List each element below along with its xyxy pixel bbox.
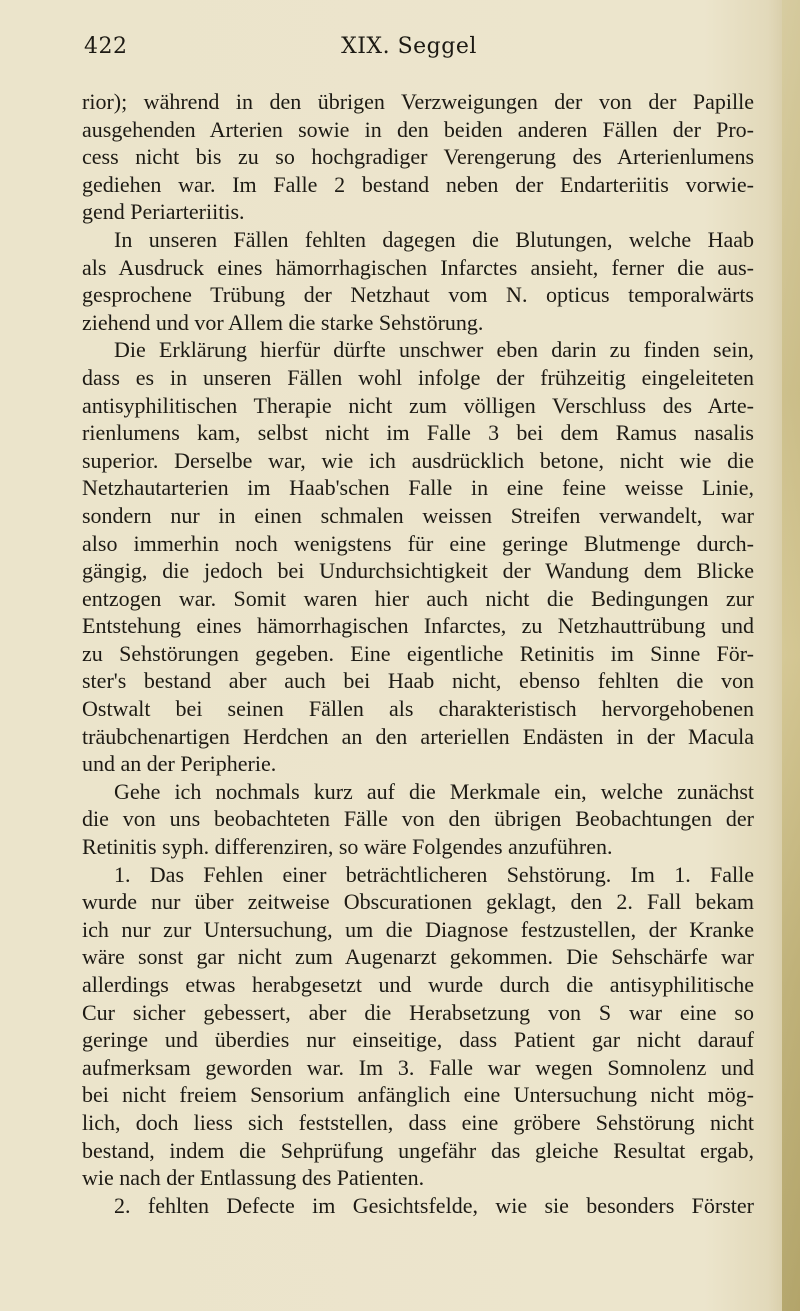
text-line: ausgehenden Arterien sowie in den beiden anderen Fällen der Pro- — [82, 116, 754, 142]
text-line: lich, doch liess sich feststellen, dass eine gröbere Sehstörung nicht — [82, 1109, 754, 1135]
page-number: 422 — [84, 34, 128, 59]
text-line: träubchenartigen Herdchen an den arteriellen Endästen in der Macula — [82, 723, 754, 749]
text-line: entzogen war. Somit waren hier auch nicht die Bedingungen zur — [82, 585, 754, 611]
text-line: wie nach der Entlassung des Patienten. — [82, 1165, 425, 1191]
body-text — [82, 88, 754, 1219]
text-line: Ostwalt bei seinen Fällen als charakteristisch hervorgehobenen — [82, 696, 754, 722]
text-line: gesprochene Trübung der Netzhaut vom N. opticus temporalwärts — [82, 282, 754, 308]
text-line: bei nicht freiem Sensorium anfänglich eine Untersuchung nicht mög- — [82, 1082, 754, 1108]
text-line: aufmerksam geworden war. Im 3. Falle war wegen Somnolenz und — [82, 1054, 754, 1080]
text-line: als Ausdruck eines hämorrhagischen Infarctes ansieht, ferner die aus- — [82, 254, 754, 280]
text-line: also immerhin noch wenigstens für eine geringe Blutmenge durch- — [82, 530, 754, 556]
page-header — [84, 34, 734, 64]
text-line: Cur sicher gebessert, aber die Herabsetzung von S war eine so — [82, 999, 754, 1025]
text-line: ich nur zur Untersuchung, um die Diagnose festzustellen, der Kranke — [82, 916, 754, 942]
text-line: gängig, die jedoch bei Undurchsichtigkeit der Wandung dem Blicke — [82, 558, 754, 584]
text-line: 2. fehlten Defecte im Gesichtsfelde, wie sie besonders Förster — [114, 1192, 754, 1218]
text-line: In unseren Fällen fehlten dagegen die Blutungen, welche Haab — [114, 226, 754, 252]
text-line: Retinitis syph. differenziren, so wäre Folgendes anzuführen. — [82, 834, 613, 860]
text-line: bestand, indem die Sehprüfung ungefähr das gleiche Resultat ergab, — [82, 1137, 754, 1163]
text-line: rior); während in den übrigen Verzweigungen der von der Papille — [82, 89, 754, 114]
text-line: wäre sonst gar nicht zum Augenarzt gekommen. Die Sehschärfe war — [82, 944, 754, 970]
text-line: die von uns beobachteten Fälle von den übrigen Beobachtungen der — [82, 806, 754, 832]
text-line: dass es in unseren Fällen wohl infolge der frühzeitig eingeleiteten — [82, 364, 754, 390]
text-line: zu Sehstörungen gegeben. Eine eigentliche Retinitis im Sinne För- — [82, 640, 754, 666]
text-line: allerdings etwas herabgesetzt und wurde durch die antisyphilitische — [82, 972, 754, 997]
text-line: ster's bestand aber auch bei Haab nicht, ebenso fehlten die von — [82, 668, 754, 694]
text-line: geringe und überdies nur einseitige, dass Patient gar nicht darauf — [82, 1027, 754, 1053]
text-line: und an der Peripherie. — [82, 751, 277, 777]
text-line: Die Erklärung hierfür dürfte unschwer eben darin zu finden sein, — [114, 337, 754, 363]
text-line: cess nicht bis zu so hochgradiger Verengerung des Arterienlumens — [82, 144, 754, 170]
text-line: Gehe ich nochmals kurz auf die Merkmale ein, welche zunächst — [114, 778, 754, 804]
text-line: wurde nur über zeitweise Obscurationen geklagt, den 2. Fall bekam — [82, 889, 754, 915]
page-edge-stain — [782, 0, 800, 1311]
text-line: Entstehung eines hämorrhagischen Infarctes, zu Netzhauttrübung und — [82, 613, 754, 639]
text-line: gend Periarteriitis. — [82, 199, 245, 225]
text-line: sondern nur in einen schmalen weissen Streifen verwandelt, war — [82, 502, 754, 528]
text-line: superior. Derselbe war, wie ich ausdrücklich betone, nicht wie die — [82, 447, 754, 473]
text-line: 1. Das Fehlen einer beträchtlicheren Sehstörung. Im 1. Falle — [114, 861, 754, 887]
text-line: Netzhautarterien im Haab'schen Falle in eine feine weisse Linie, — [82, 475, 754, 501]
running-title: XIX. Seggel — [341, 34, 477, 59]
text-line: gediehen war. Im Falle 2 bestand neben der Endarteriitis vorwie- — [82, 171, 754, 197]
text-line: antisyphilitischen Therapie nicht zum völligen Verschluss des Arte- — [82, 392, 754, 418]
text-line: rienlumens kam, selbst nicht im Falle 3 bei dem Ramus nasalis — [82, 420, 754, 446]
text-line: ziehend und vor Allem die starke Sehstörung. — [82, 309, 484, 335]
